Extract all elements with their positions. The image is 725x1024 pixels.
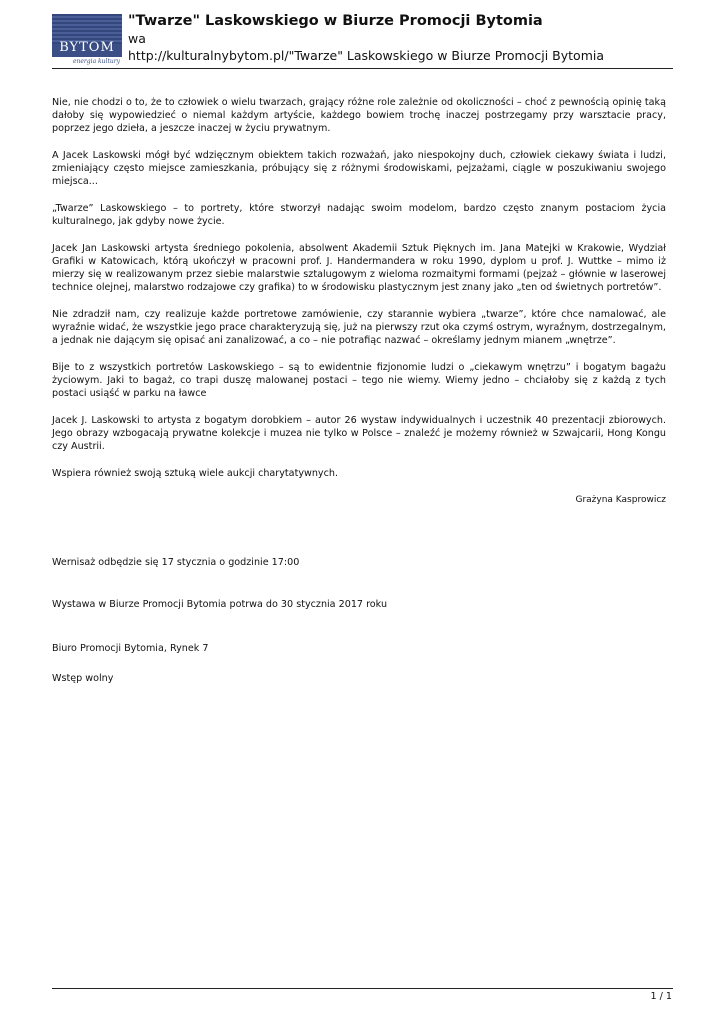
body-paragraph: Jacek Jan Laskowski artysta średniego pokolenia, absolwent Akademii Sztuk Pięknych im. Jana Matejki w Krakowie, Wydział Grafiki w Katowicach, którą ukończył w pracowni prof. J. Handermandera w roku 1990, dyplom u prof. J. Wuttke – mimo iż mierzy się w realizowanym przez siebie malarstwie sztalugowym z wieloma rozmaitymi formami (pejzaż – głównie w laserowej technice olejnej, malarstwo rodzajowe czy grafika) to w środowisku plastycznym jest znany jako „ten od świetnych portretów”. (52, 243, 666, 293)
document-header (52, 12, 673, 68)
article-url: http://kulturalnybytom.pl/"Twarze" Laskowskiego w Biurze Promocji Bytomia (128, 48, 605, 63)
header-text (128, 12, 673, 64)
header-divider (52, 68, 673, 69)
vernissage-info: Wernisaż odbędzie się 17 stycznia o godzinie 17:00 (52, 557, 300, 568)
article-body (52, 96, 666, 507)
venue-address: Biuro Promocji Bytomia, Rynek 7 (52, 643, 209, 654)
bytom-logo (52, 14, 122, 66)
article-title: "Twarze" Laskowskiego w Biurze Promocji Bytomia (128, 13, 543, 29)
footer-divider (52, 988, 673, 989)
body-paragraph: Bije to z wszystkich portretów Laskowskiego – są to ewidentnie fizjonomie ludzi o „ciekawym wnętrzu” i bogatym bagażu życiowym. Jaki to bagaż, co trapi duszę malowanej postaci – tego nie wiemy. Wiemy jedno – chciałoby się z każdą z tych postaci usiąść w parku na ławce (52, 362, 666, 399)
admission-info: Wstęp wolny (52, 673, 114, 684)
author-signature: Grażyna Kasprowicz (575, 495, 666, 505)
body-paragraph: „Twarze” Laskowskiego – to portrety, które stworzył nadając swoim modelom, bardzo często znanym postaciom życia kulturalnego, jak gdyby nowe życie. (52, 203, 666, 227)
exhibition-duration: Wystawa w Biurze Promocji Bytomia potrwa do 30 stycznia 2017 roku (52, 599, 388, 610)
body-paragraph: A Jacek Laskowski mógł być wdzięcznym obiektem takich rozważań, jako niespokojny duch, człowiek ciekawy świata i ludzi, zmieniający często miejsce zamieszkania, próbujący się z różnymi środowiskami, pejzażami, ciągle w poszukiwaniu swojego miejsca... (52, 150, 666, 187)
body-paragraph: Nie, nie chodzi o to, że to człowiek o wielu twarzach, grający różne role zależnie od okoliczności – choć z pewnością opinię taką dałoby się wypowiedzieć o niemal każdym artyście, każdego bowiem trochę inaczej postrzegamy przy warsztacie pracy, poprzez jego dzieła, a jeszcze inaczej w życiu prywatnym. (52, 97, 666, 134)
body-paragraph: Nie zdradził nam, czy realizuje każde portretowe zamówienie, czy starannie wybiera „twarze”, które chce namalować, ale wyraźnie widać, że wszystkie jego prace charakteryzują się, już na pierwszy rzut oka czymś ostrym, wyraźnym, dostrzegalnym, a jednak nie dającym się opisać ani zanalizować, a co – nie potrafiąc nazwać – określamy jednym mianem „wnętrze”. (52, 309, 666, 346)
body-paragraph: Wspiera również swoją sztuką wiele aukcji charytatywnych. (52, 468, 339, 479)
page-number: 1 / 1 (650, 991, 672, 1002)
article-author: wa (128, 31, 146, 46)
body-paragraph: Jacek J. Laskowski to artysta z bogatym dorobkiem – autor 26 wystaw indywidualnych i uczestnik 40 prezentacji zbiorowych. Jego obrazy wzbogacają prywatne kolekcje i muzea nie tylko w Polsce – znaleźć je możemy również w Szwajcarii, Hong Kongu czy Austrii. (52, 415, 666, 452)
logo-wordmark: BYTOM (59, 40, 115, 55)
logo-tagline: energia kultury (52, 57, 122, 66)
